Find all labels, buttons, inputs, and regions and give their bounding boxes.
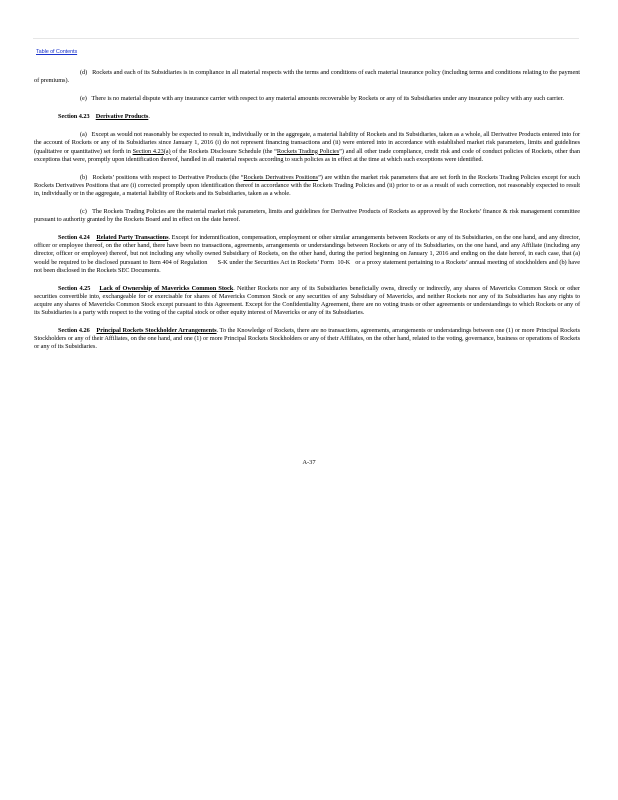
section-4-23-paragraph-b: (b) Rockets’ positions with respect to Derivative Products (the “Rockets Derivatives Positions”) are within the market risk parameters that are set forth in the Rockets Trading Policies except for such Rockets Derivatives Positions that are (i) corrected promptly upon identification thereof in accordance with the Rockets Trading Policies and (ii) prior to or as a result of such correction, not reasonably expected to result in, individually or in the aggregate, a material liability of Rockets and its Subsidiaries, taken as a whole. [34, 173, 580, 197]
section-title: Derivative Products [95, 113, 149, 121]
page-number: A-37 [302, 459, 316, 466]
section-number: Section 4.24 [58, 234, 90, 242]
section-4-23-heading: Section 4.23 Derivative Products. [58, 113, 150, 121]
section-number: Section 4.23 [58, 113, 90, 121]
paragraph-d [34, 69, 580, 85]
section-title: Lack of Ownership of Mavericks Common Stock [99, 284, 234, 292]
section-4-23-paragraph-a: (a) Except as would not reasonably be expected to result in, individually or in the aggregate, a material liability of Rockets and its Subsidiaries, taken as a whole, all Derivative Products entered into for the account of Rockets or any of its Subsidiaries since January 1, 2016 (i) do not represent financing transactions and (ii) were entered into in accordance with established market risk parameters, limits and guidelines (qualitative or quantitative) set forth in Section 4.23(a) of the Rockets Disclosure Schedule (the “Rockets Trading Policies”) and all other trade compliance, credit risk and code of conduct policies of Rockets, other than exceptions that were, promptly upon identification thereof, handled in all material respects according to such policies as in effect at the time at which such exceptions were identified. [34, 131, 580, 163]
section-reference: Section 4.23(a) [132, 147, 171, 155]
paragraph-e-text: There is no material dispute with any insurance carrier with respect to any material amounts recoverable by Rockets or any of its Subsidiaries under any insurance policy with any such carrier. [91, 95, 564, 103]
paragraph-e-label: (e) [80, 95, 87, 103]
defined-term: Rockets Trading Policies [276, 147, 340, 155]
paragraph-d-label: (d) [80, 69, 88, 76]
defined-term: Rockets Derivatives Positions [243, 173, 319, 181]
table-of-contents-link[interactable]: Table of Contents [36, 49, 78, 55]
section-4-26: Section 4.26 Principal Rockets Stockholder Arrangements. To the Knowledge of Rockets, there are no transactions, agreements, arrangements or understandings between one (1) or more Principal Rockets Stockholders or any of their Affiliates, on the one hand, and one (1) or more Principal Rockets Stockholders or any of their Affiliates, on the other hand, related to the voting, governance, business or operations of Rockets or any of its Subsidiaries. [34, 327, 580, 351]
section-4-23-paragraph-c: (c) The Rockets Trading Policies are the material market risk parameters, limits and guidelines for Derivative Products of Rockets as approved by the Rockets’ finance & risk management committee pursuant to authority granted by the Rockets Board and in effect on the date hereof. [34, 208, 580, 224]
document-page [34, 69, 580, 351]
section-number: Section 4.26 [58, 327, 90, 335]
paragraph-e [34, 95, 580, 103]
section-title: Related Party Transactions [96, 234, 169, 242]
section-title: Principal Rockets Stockholder Arrangements [96, 327, 217, 335]
section-4-25: Section 4.25 Lack of Ownership of Mavericks Common Stock. Neither Rockets nor any of its Subsidiaries beneficially owns, directly or indirectly, any shares of Mavericks Common Stock or other securities convertible into, exchangeable for or exercisable for shares of Mavericks Common Stock or any securities of any Subsidiary of Mavericks, and neither Rockets nor any of its Subsidiaries has any rights to acquire any shares of Mavericks Common Stock except pursuant to this Agreement. Except for the Confidentiality Agreement, there are no voting trusts or other agreements or understandings to which Rockets or any of its Subsidiaries is a party with respect to the voting of the capital stock or other equity interest of Mavericks or any of its Subsidiaries. [34, 284, 580, 316]
section-4-24: Section 4.24 Related Party Transactions. Except for indemnification, compensation, employment or other similar arrangements between Rockets or any of its Subsidiaries, on the one hand, and any director, officer or employee thereof, on the other hand, there have been no transactions, agreements, arrangements or understandings between Rockets or any of its Subsidiaries, on the one hand, and any Affiliate (including any director, officer or employee) thereof, but not including any wholly owned Subsidiary of Rockets, on the other hand, during the period beginning on January 1, 2016 and ending on the date hereof, in each case, that (a) would be required to be disclosed pursuant to Item 404 of Regulation S-K under the Securities Act in Rockets’ Form 10-K or a proxy statement pertaining to a Rockets’ annual meeting of stockholders and (b) have not been disclosed in the Rockets SEC Documents. [34, 234, 580, 274]
header-rule [33, 38, 579, 39]
paragraph-d-text: Rockets and each of its Subsidiaries is in compliance in all material respects with the terms and conditions of each material insurance policy (including terms and conditions relating to the payment of premiums). [34, 69, 580, 85]
section-number: Section 4.25 [58, 284, 91, 292]
